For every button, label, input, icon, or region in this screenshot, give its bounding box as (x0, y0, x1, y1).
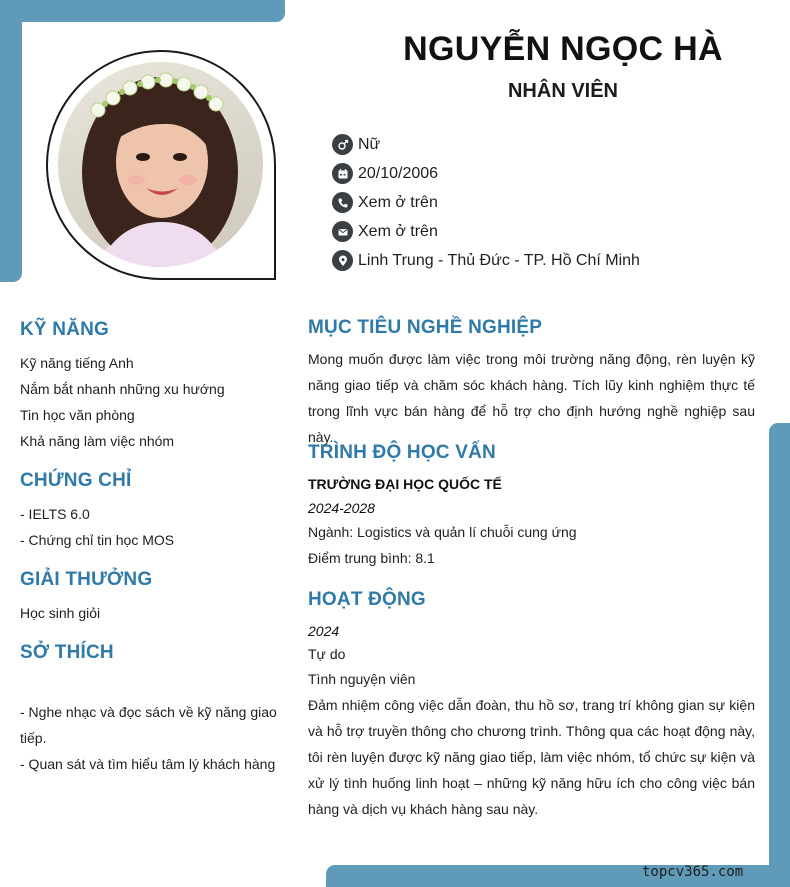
awards-heading: GIẢI THƯỞNG (20, 569, 153, 590)
hobbies-heading: SỞ THÍCH (20, 642, 114, 663)
decorative-bar-top (0, 0, 285, 22)
watermark: topcv365.com (642, 864, 744, 880)
certificate-item: - Chứng chỉ tin học MOS (20, 532, 175, 548)
award-item: Học sinh giỏi (20, 605, 101, 621)
info-row-birthday (332, 159, 640, 188)
birthday-text: 20/10/2006 (358, 164, 439, 182)
hobby-line: - Nghe nhạc và đọc sách về kỹ năng giao (20, 704, 277, 720)
certificates-heading: CHỨNG CHỈ (20, 470, 132, 491)
info-row-address (332, 246, 640, 275)
email-icon (332, 221, 353, 242)
candidate-position: NHÂN VIÊN (507, 80, 618, 102)
location-icon (332, 250, 353, 271)
email-text: Xem ở trên (358, 222, 438, 240)
calendar-icon (332, 163, 353, 184)
decorative-bar-left (0, 0, 22, 282)
gender-icon (332, 134, 353, 155)
hobby-line: - Quan sát và tìm hiểu tâm lý khách hàng (20, 756, 276, 772)
phone-text: Xem ở trên (358, 193, 438, 211)
skills-heading: KỸ NĂNG (20, 319, 110, 340)
skill-item: Kỹ năng tiếng Anh (20, 355, 134, 371)
activity-description: Đảm nhiệm công việc dẫn đoàn, thu hồ sơ, trang trí không gian sự kiện và hỗ trợ truyền thông cho chương trình. Thông qua các hoạt động này, tôi rèn luyện được kỹ năng giao tiếp, làm việc nhóm, tổ chức sự kiện và xử lý tình huống linh hoạt – những kỹ năng hữu ích cho công việc bán hàng và dịch vụ khách hàng sau này. (308, 697, 755, 817)
hobby-line: tiếp. (20, 730, 47, 746)
info-row-gender (332, 130, 640, 159)
candidate-name: NGUYỄN NGỌC HÀ (403, 30, 723, 68)
education-period: 2024-2028 (308, 500, 375, 516)
contact-info-list (332, 130, 640, 275)
objective-heading: MỤC TIÊU NGHỀ NGHIỆP (308, 317, 543, 338)
address-text: Linh Trung - Thủ Đức - TP. Hồ Chí Minh (358, 251, 640, 269)
objective-text: Mong muốn được làm việc trong môi trường năng động, rèn luyện kỹ năng giao tiếp và chăm sóc khách hàng. Tích lũy kinh nghiệm thực tế trong lĩnh vực bán hàng để hỗ trợ cho định hướng nghề nghiệp sau này. (308, 351, 755, 445)
skill-item: Nắm bắt nhanh những xu hướng (20, 381, 225, 397)
skill-item: Tin học văn phòng (20, 407, 135, 423)
phone-icon (332, 192, 353, 213)
activity-year: 2024 (308, 623, 340, 639)
activities-heading: HOẠT ĐỘNG (308, 589, 426, 610)
skill-item: Khả năng làm việc nhóm (20, 433, 175, 449)
info-row-email (332, 217, 640, 246)
activity-organization: Tự do (308, 646, 346, 662)
school-name: TRƯỜNG ĐẠI HỌC QUỐC TẾ (308, 476, 502, 492)
info-row-phone (332, 188, 640, 217)
avatar-photo (58, 62, 263, 267)
decorative-bar-right (769, 423, 790, 887)
education-gpa: Điểm trung bình: 8.1 (308, 550, 435, 566)
certificate-item: - IELTS 6.0 (20, 506, 90, 522)
gender-text: Nữ (358, 135, 381, 153)
education-major: Ngành: Logistics và quản lí chuỗi cung ứng (308, 524, 577, 540)
portrait-illustration (58, 62, 263, 267)
education-heading: TRÌNH ĐỘ HỌC VẤN (308, 442, 496, 463)
activity-role: Tình nguyện viên (308, 671, 416, 687)
